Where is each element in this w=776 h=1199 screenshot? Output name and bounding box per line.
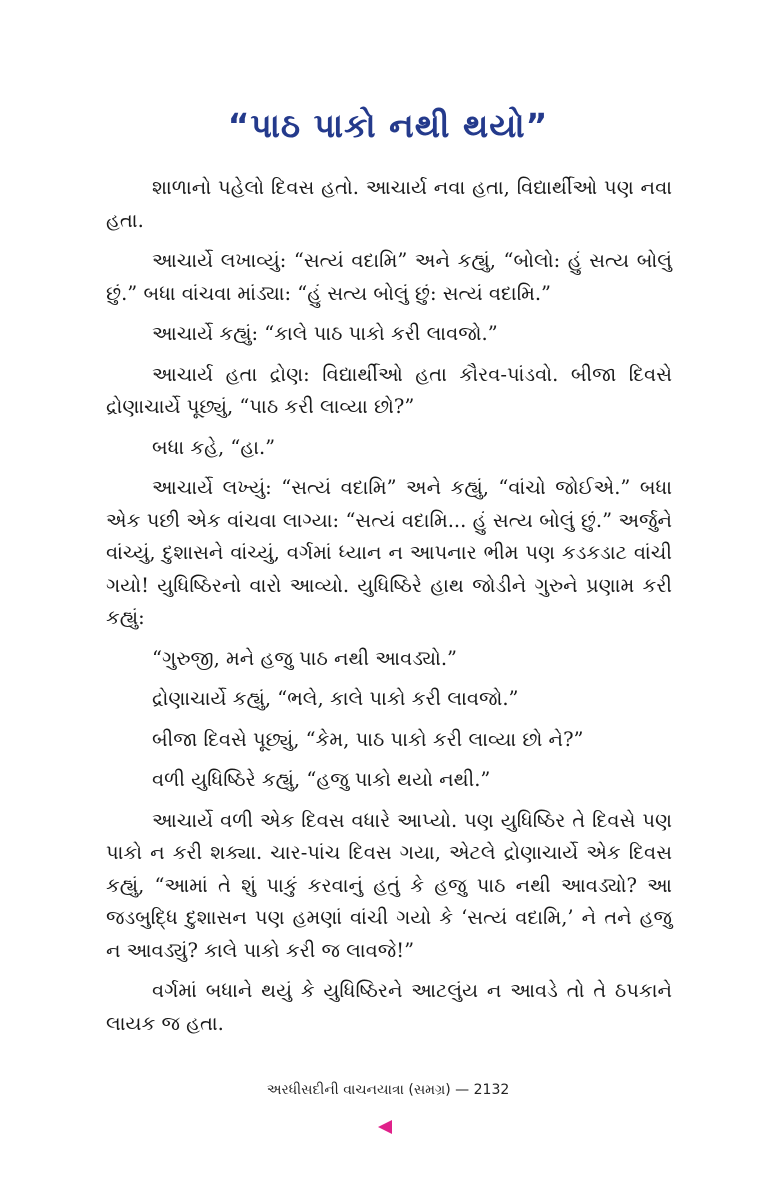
- paragraph: વર્ગમાં બધાને થયું કે યુધિષ્ઠિરને આટલુંય ન આવડે તો તે ઠપકાને લાયક જ હતા.: [106, 979, 672, 1035]
- previous-page-icon[interactable]: [378, 1120, 392, 1134]
- paragraph: દ્રોણાચાર્યે કહ્યું, “ભલે, કાલે પાકો કરી લાવજો.”: [152, 687, 519, 710]
- paragraph: “ગુરુજી, મને હજુ પાઠ નથી આવડ્યો.”: [152, 646, 458, 670]
- paragraph: વળી યુધિષ્ઠિરે કહ્યું, “હજુ પાકો થયો નથી.”: [152, 768, 491, 791]
- paragraph: આચાર્ય હતા દ્રોણ: વિદ્યાર્થીઓ હતા કૌરવ-પાંડવો. બીજા દિવસે દ્રોણાચાર્યે પૂછ્યું, “પાઠ કરી લાવ્યા છો?”: [106, 362, 672, 418]
- paragraph: આચાર્યે કહ્યું: “કાલે પાઠ પાકો કરી લાવજો.”: [152, 322, 498, 345]
- paragraph: આચાર્યે લખ્યું: “સત્યં વદામિ” અને કહ્યું, “વાંચો જોઈએ.” બધા એક પછી એક વાંચવા લાગ્યા: “સત્યં વદામિ... હું સત્ય બોલું છું.” અર્જુને વાંચ્યું, દુશાસને વાંચ્યું, વર્ગમાં ધ્યાન ન આપનાર ભીમ પણ કડકડાટ વાંચી ગયો! યુધિષ્ઠિરનો વારો આવ્યો. યુધિષ્ઠિરે હાથ જોડીને ગુરુને પ્રણામ કરી કહ્યું:: [106, 476, 672, 629]
- page-title: “પાઠ પાકો નથી થયો”: [227, 106, 549, 145]
- paragraph: આચાર્યે વળી એક દિવસ વધારે આપ્યો. પણ યુધિષ્ઠિર તે દિવસે પણ પાકો ન કરી શક્યા. ચાર-પાંચ દિવસ ગયા, એટલે દ્રોણાચાર્યે એક દિવસ કહ્યું, “આમાં તે શું પાકું કરવાનું હતું કે હજુ પાઠ નથી આવડ્યો? આ જડબુદ્ધિ દુશાસન પણ હમણાં વાંચી ગયો કે ‘સત્યં વદામિ,’ ને તને હજુ ન આવડ્યું? કાલે પાકો કરી જ લાવજે!”: [106, 808, 672, 962]
- paragraph: આચાર્યે લખાવ્યું: “સત્યં વદામિ” અને કહ્યું, “બોલો: હું સત્ય બોલું છું.” બધા વાંચવા માંડ્યા: “હું સત્ય બોલું છું: સત્યં વદામિ.”: [106, 249, 672, 305]
- paragraph: શાળાનો પહેલો દિવસ હતો. આચાર્ય નવા હતા, વિદ્યાર્થીઓ પણ નવા હતા.: [106, 176, 672, 232]
- page-footer: અરધીસદીની વાચનયાત્રા (સમગ્ર) — 2132: [266, 1082, 510, 1098]
- paragraph: બધા કહે, “હા.”: [152, 435, 276, 459]
- paragraph: બીજા દિવસે પૂછ્યું, “કેમ, પાઠ પાકો કરી લાવ્યા છો ને?”: [152, 727, 584, 751]
- document-body: [106, 172, 672, 1048]
